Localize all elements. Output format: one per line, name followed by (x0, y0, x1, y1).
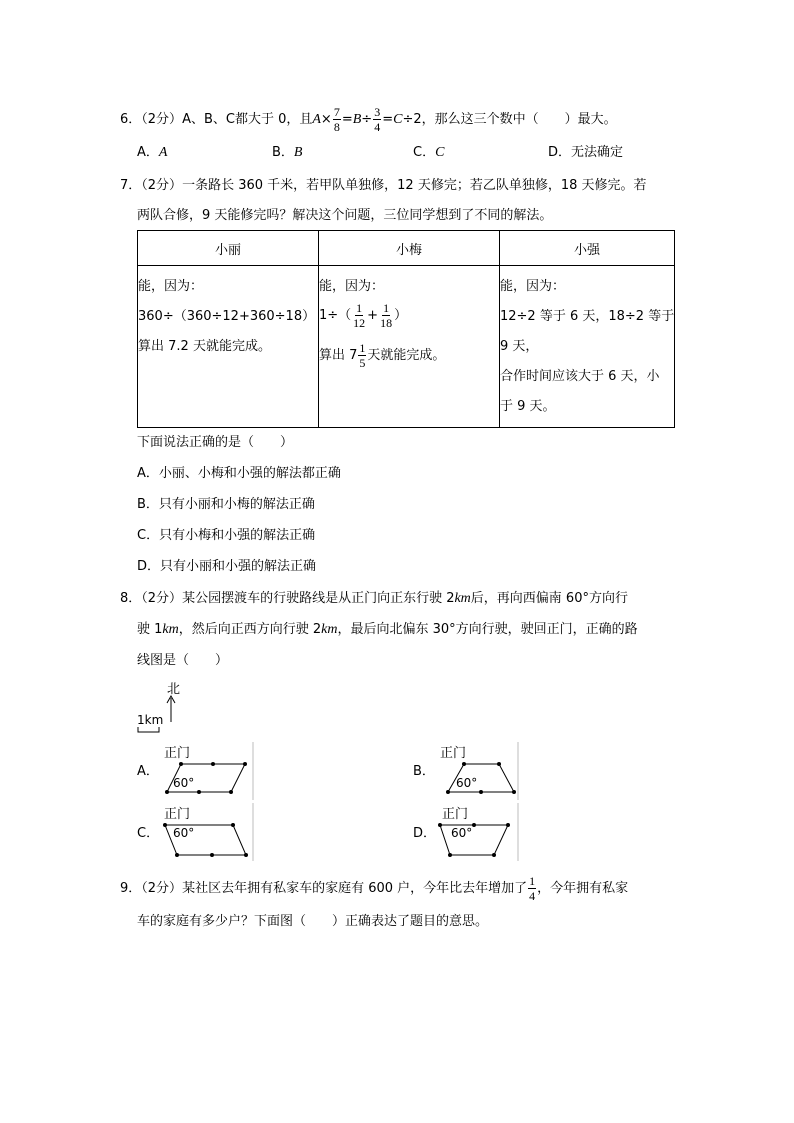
q6-number: 6． (120, 112, 142, 127)
q6-stem (120, 106, 617, 133)
q8-route-diagram-d[interactable]: 正门 60° (436, 803, 521, 861)
q6-fraction-7-8: $\frac{7}{8}$ (333, 105, 340, 134)
q8-option-a-key[interactable]: A． (137, 764, 159, 779)
q7-score: （2分） (141, 178, 183, 193)
q6-fraction-3-4: $\frac{3}{4}$ (374, 105, 381, 134)
q6-eq2: = (382, 112, 394, 127)
q8-number: 8． (120, 591, 142, 606)
q6-option-c[interactable]: C．C (413, 145, 445, 160)
q7-option-b[interactable]: B．只有小丽和小梅的解法正确 (137, 497, 315, 512)
q9-number: 9． (120, 881, 142, 896)
q6-option-b[interactable]: B．B (272, 145, 303, 160)
q7-prompt: 下面说法正确的是（ ） (137, 435, 294, 450)
q8-route-diagram-a[interactable]: 正门 60° (160, 742, 255, 800)
q6-div: ÷ (361, 112, 373, 127)
q8-score: （2分） (141, 591, 183, 606)
q8-stem-line1: 8．（2分）某公园摆渡车的行驶路线是从正门向正东行驶 2km后，再向西偏南 60°方向行 (120, 591, 628, 606)
q6-option-d[interactable]: D．无法确定 (548, 145, 624, 160)
q6-var-b: B (352, 112, 362, 127)
north-label: 北 (167, 682, 181, 697)
q8-stem-line2: 驶 1km，然后向正西方向行驶 2km，最后向北偏东 30°方向行驶，驶回正门，正确的路 (137, 622, 638, 637)
q9-stem-line1: 9．（2分）某社区去年拥有私家车的家庭有 600 户，今年比去年增加了 $\frac{1}{4}$ ，今年拥有私家 (120, 874, 629, 903)
q6-times: × (320, 112, 332, 127)
xiaomei-result: 算出 7 $\frac{1}{5}$ 天就能完成。 (319, 341, 446, 370)
q7-number: 7． (120, 178, 142, 193)
xiaomei-formula: 1÷（ $\frac{1}{12}$ + $\frac{1}{18}$ ） (319, 301, 408, 330)
q6-intro: A、B、C都大于 0，且 (182, 112, 313, 127)
header-xiaoli: 小丽 (138, 231, 319, 266)
q6-option-a[interactable]: A．A (137, 145, 168, 160)
q9-fraction-1-4: $\frac{1}{4}$ (529, 874, 536, 903)
header-xiaomei: 小梅 (319, 231, 500, 266)
q8-option-d-key[interactable]: D． (413, 826, 437, 841)
scale-label: 1km (137, 713, 164, 727)
q8-route-diagram-b[interactable]: 正门 60° (436, 742, 521, 800)
q8-option-b-key[interactable]: B． (413, 764, 435, 779)
table-row (138, 266, 675, 428)
north-arrow-icon (165, 694, 177, 724)
xiaoqiang-solution: 能，因为： 12÷2 等于 6 天，18÷2 等于 9 天， 合作时间应该大于 6 天，小 于 9 天。 (500, 266, 675, 428)
header-xiaoqiang: 小强 (500, 231, 675, 266)
q8-stem-line3: 线图是（ ） (137, 653, 229, 668)
q6-var-c: C (393, 112, 403, 127)
q6-eq1: = (341, 112, 353, 127)
q8-option-c-key[interactable]: C． (137, 826, 160, 841)
compass-legend (137, 678, 197, 733)
q6-score: （2分） (141, 112, 183, 127)
q8-route-diagram-c[interactable]: 正门 60° (160, 803, 255, 861)
q6-var-a: A (312, 112, 321, 127)
q7-stem-line1: 7．（2分）一条路长 360 千米，若甲队单独修，12 天修完；若乙队单独修，18 天修完。若 (120, 178, 647, 193)
q7-option-a[interactable]: A．小丽、小梅和小强的解法都正确 (137, 466, 341, 481)
xiaomei-solution: 能，因为： 1÷（ $\frac{1}{12}$ + $\frac{1}{18}$ ） 算出 7 $\frac{1}{5}$ 天就能完成。 (319, 266, 500, 428)
q7-option-c[interactable]: C．只有小梅和小强的解法正确 (137, 528, 316, 543)
q7-stem-line2: 两队合修，9 天能修完吗？解决这个问题，三位同学想到了不同的解法。 (137, 208, 553, 223)
q7-option-d[interactable]: D．只有小丽和小强的解法正确 (137, 559, 317, 574)
table-header-row (138, 231, 675, 266)
q7-solutions-table (137, 230, 675, 428)
xiaoli-solution: 能，因为： 360÷（360÷12+360÷18） 算出 7.2 天就能完成。 (138, 266, 319, 428)
q9-score: （2分） (141, 881, 183, 896)
q9-stem-line2: 车的家庭有多少户？下面图（ ）正确表达了题目的意思。 (137, 914, 489, 929)
scale-bar-icon (137, 727, 161, 733)
q6-tail: ÷2，那么这三个数中（ ）最大。 (402, 112, 617, 127)
